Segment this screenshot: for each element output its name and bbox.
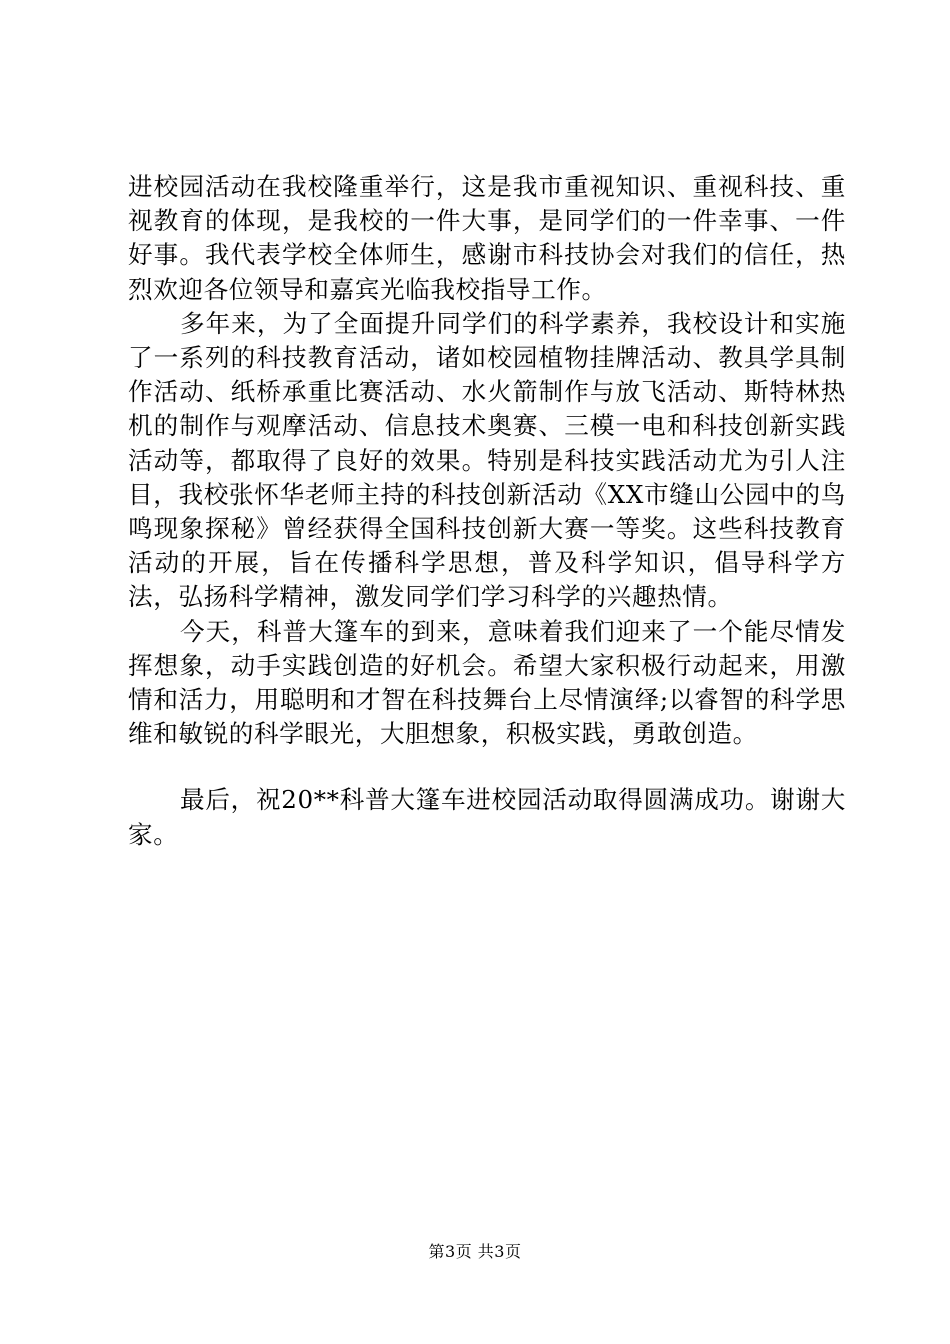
paragraph-activities: 多年来，为了全面提升同学们的科学素养，我校设计和实施了一系列的科技教育活动，诸如校园植物挂牌活动、教具学具制作活动、纸桥承重比赛活动、水火箭制作与放飞活动、斯特林热机的制作与观摩活动、信息技术奥赛、三模一电和科技创新实践活动等，都取得了良好的效果。特别是科技实践活动尤为引人注目，我校张怀华老师主持的科技创新活动《XX市缝山公园中的鸟鸣现象探秘》曾经获得全国科技创新大赛一等奖。这些科技教育活动的开展，旨在传播科学思想，普及科学知识，倡导科学方法，弘扬科学精神，激发同学们学习科学的兴趣热情。: [128, 308, 846, 612]
paragraph-opening: 进校园活动在我校隆重举行，这是我市重视知识、重视科技、重视教育的体现，是我校的一件大事，是同学们的一件幸事、一件好事。我代表学校全体师生，感谢市科技协会对我们的信任，热烈欢迎各位领导和嘉宾光临我校指导工作。: [128, 172, 846, 304]
paragraph-spacer: [128, 751, 846, 783]
paragraph-closing: 最后，祝20**科普大篷车进校园活动取得圆满成功。谢谢大家。: [128, 785, 846, 849]
paragraph-today: 今天，科普大篷车的到来，意味着我们迎来了一个能尽情发挥想象，动手实践创造的好机会。希望大家积极行动起来，用激情和活力，用聪明和才智在科技舞台上尽情演绎;以睿智的科学思维和敏锐的科学眼光，大胆想象，积极实践，勇敢创造。: [128, 616, 846, 749]
page-number-footer: 第3页 共3页: [428, 1242, 522, 1261]
document-body: [128, 170, 846, 852]
